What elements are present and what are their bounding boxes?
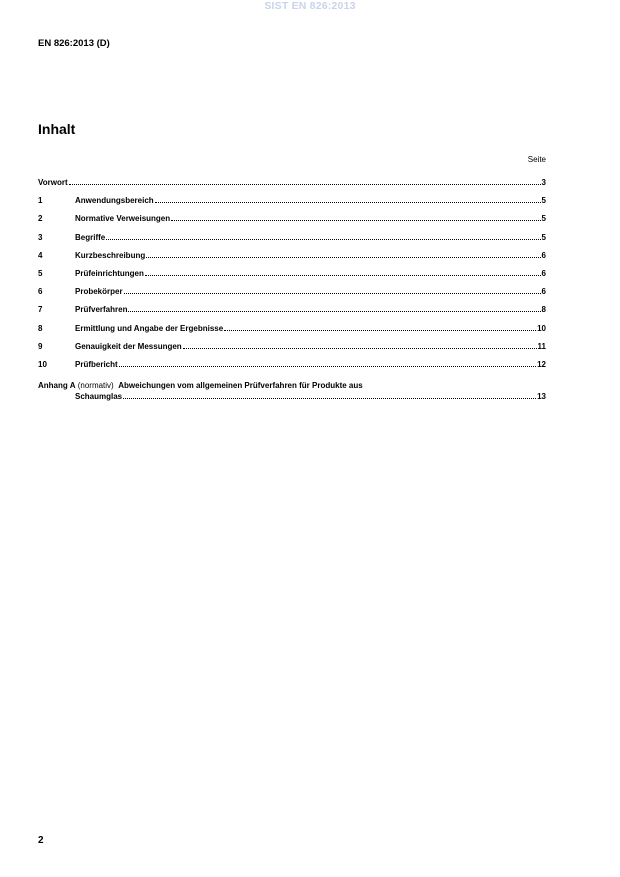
toc-entry-title: Kurzbeschreibung (75, 250, 146, 260)
annex-qualifier: (normativ) (77, 381, 114, 390)
toc-entry-number: 8 (38, 323, 43, 333)
dot-leader (183, 342, 537, 349)
annex-title-line1: Abweichungen vom allgemeinen Prüfverfahren für Produkte aus (118, 381, 363, 390)
toc-entry-page: 6 (541, 250, 546, 260)
toc-entry-8[interactable] (38, 324, 546, 342)
annex-label: Anhang A (38, 381, 76, 390)
toc-heading: Inhalt (38, 121, 76, 137)
toc-entry-title: Genauigkeit der Messungen (75, 341, 182, 351)
page-column-label: Seite (527, 155, 546, 164)
toc-entry-page: 10 (537, 323, 546, 333)
dot-leader (155, 196, 541, 203)
toc-entry-annex-a[interactable] (38, 381, 546, 402)
toc-entry-page: 5 (541, 196, 546, 206)
dot-leader (145, 269, 541, 276)
toc-entry-number: 6 (38, 287, 43, 297)
dot-leader (119, 360, 536, 367)
toc-entry-number: 1 (38, 196, 43, 206)
dot-leader (146, 251, 540, 258)
toc-entry-number: 7 (38, 305, 43, 315)
toc-entry-number: 2 (38, 214, 43, 224)
toc-entry-title: Probekörper (75, 287, 123, 297)
toc-entry-title: Begriffe (75, 232, 106, 242)
annex-title-line2: Schaumglas (75, 391, 123, 401)
table-of-contents (38, 178, 546, 378)
watermark: SIST EN 826:2013 (264, 0, 356, 12)
toc-entry-number: 3 (38, 232, 43, 242)
toc-entry-title: Prüfeinrichtungen (75, 268, 144, 278)
toc-entry-9[interactable] (38, 342, 546, 360)
toc-entry-page: 8 (541, 305, 546, 315)
toc-entry-3[interactable] (38, 233, 546, 251)
toc-entry-number: 10 (38, 359, 47, 369)
toc-entry-number: 5 (38, 268, 43, 278)
toc-entry-page: 6 (541, 287, 546, 297)
toc-entry-page: 11 (537, 341, 546, 351)
toc-entry-title: Vorwort (38, 178, 68, 187)
toc-entry-title: Normative Verweisungen (75, 214, 171, 224)
toc-entry-6[interactable] (38, 287, 546, 305)
toc-entry-1[interactable] (38, 196, 546, 214)
toc-entry-page: 12 (537, 359, 546, 369)
toc-entry-title: Ermittlung und Angabe der Ergebnisse (75, 323, 224, 333)
annex-page: 13 (537, 391, 546, 401)
toc-entry-page: 5 (541, 214, 546, 224)
toc-entry-page: 5 (541, 232, 546, 242)
dot-leader (69, 178, 541, 185)
dot-leader (106, 233, 540, 240)
dot-leader (128, 305, 540, 312)
toc-entry-title: Prüfbericht (75, 359, 118, 369)
dot-leader (124, 287, 541, 294)
toc-entry-7[interactable] (38, 305, 546, 323)
page-number: 2 (38, 835, 44, 846)
toc-entry-page: 3 (541, 178, 546, 187)
document-id: EN 826:2013 (D) (38, 38, 110, 49)
toc-entry-vorwort[interactable] (38, 178, 546, 196)
toc-entry-title: Anwendungsbereich (75, 196, 154, 206)
toc-entry-10[interactable] (38, 360, 546, 378)
dot-leader (123, 392, 536, 399)
dot-leader (171, 214, 540, 221)
toc-entry-number: 4 (38, 250, 43, 260)
dot-leader (224, 324, 536, 331)
toc-entry-5[interactable] (38, 269, 546, 287)
toc-entry-page: 6 (541, 268, 546, 278)
toc-entry-2[interactable] (38, 214, 546, 232)
toc-entry-title: Prüfverfahren (75, 305, 128, 315)
toc-entry-number: 9 (38, 341, 43, 351)
toc-entry-4[interactable] (38, 251, 546, 269)
